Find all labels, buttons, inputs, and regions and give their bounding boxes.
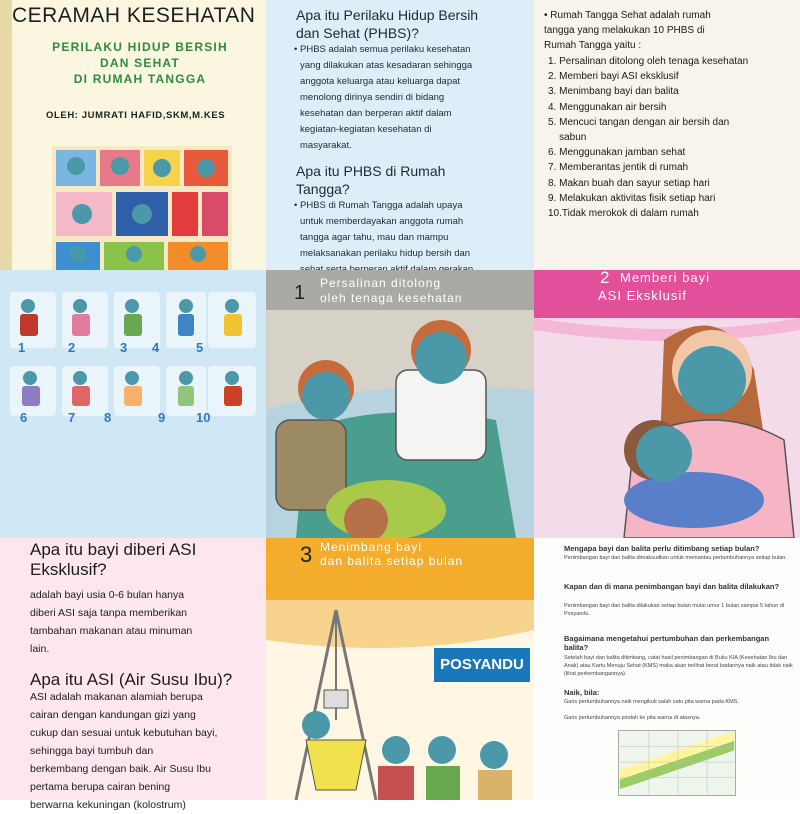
indicator-number: 7 xyxy=(68,410,76,425)
faq-bullet: Garis pertumbuhannya naik mengikuti salah satu pita warna pada KMS. xyxy=(564,699,739,705)
ten-phbs-illustration-panel xyxy=(0,270,266,538)
faq-bullet: Garis pertumbuhannya pindah ke pita warna di atasnya. xyxy=(564,715,701,721)
persalinan-panel xyxy=(266,270,534,538)
list-item: 1. Persalinan ditolong oleh tenaga kesehatan xyxy=(548,56,749,67)
list-item: 3. Menimbang bayi dan balita xyxy=(548,86,679,98)
asi-number: 2 xyxy=(600,268,610,287)
ten-phbs-list-panel xyxy=(534,0,800,270)
list-item: 10.Tidak merokok di dalam rumah xyxy=(548,208,699,220)
answer-asi-eksklusif: adalah bayi usia 0-6 bulan hanya diberi ASI saja tanpa memberikan tambahan makanan atau minuman lain. xyxy=(30,589,193,655)
ten-phbs-illustrations xyxy=(0,270,266,538)
cover-author: OLEH: JUMRATI HAFID,SKM,M.KES xyxy=(46,110,226,121)
list-item: 5. Mencuci tangan dengan air bersih dan xyxy=(548,116,730,128)
indicator-number: 2 xyxy=(68,340,76,355)
list-item: sabun xyxy=(548,132,587,144)
cover-subtitle-line-1: PERILAKU HIDUP BERSIH xyxy=(52,40,228,54)
persalinan-title: Persalinan ditolong oleh tenaga kesehatan xyxy=(320,276,463,305)
kms-growth-chart-thumbnail xyxy=(618,730,736,796)
list-intro: • Rumah Tangga Sehat adalah rumah tangga yang melakukan 10 PHBS di Rumah Tangga yaitu : xyxy=(544,10,711,51)
cover-illustration-collage xyxy=(52,146,232,270)
cover-title: CERAMAH KESEHATAN xyxy=(12,4,256,27)
question-asi: Apa itu ASI (Air Susu Ibu)? xyxy=(30,670,233,689)
indicator-number: 3 xyxy=(120,340,128,355)
faq-question: Naik, bila: xyxy=(564,688,600,697)
faq-answer: Setelah bayi dan balita ditimbang, catat hasil penimbangan di Buku KIA (Kesehatan Ibu dan Anak) atau Kartu Menuju Sehat (KMS) maka akan terlihat berat badannya naik atau tidak naik (lihat perkembangannya). xyxy=(564,655,793,677)
list-item: 8. Makan buah dan sayur setiap hari xyxy=(548,177,710,189)
indicator-number: 10 xyxy=(196,410,211,425)
list-item: 9. Melakukan aktivitas fisik setiap hari xyxy=(548,192,716,204)
phbs-indicator-list xyxy=(548,54,796,221)
answer-phbs-rumah-tangga: • PHBS di Rumah Tangga adalah upaya untuk memberdayakan anggota rumah tangga agar tahu, mau dan mampu melaksanakan perilaku hidup bersih dan xyxy=(294,200,471,259)
cover-panel xyxy=(0,0,266,270)
list-item: 6. Menggunakan jamban sehat xyxy=(548,147,686,159)
list-item: 4. Menggunakan air bersih xyxy=(548,101,667,113)
menimbang-panel xyxy=(266,538,534,800)
asi-title-line-1: Memberi bayi xyxy=(620,270,711,285)
indicator-number: 4 xyxy=(152,340,160,355)
question-asi-eksklusif: Apa itu bayi diberi ASI Eksklusif? xyxy=(30,540,197,579)
list-item: 2. Memberi bayi ASI eksklusif xyxy=(548,71,679,83)
asi-definition-panel xyxy=(0,538,266,811)
cover-subtitle-line-3: DI RUMAH TANGGA xyxy=(73,72,207,86)
indicator-number: 9 xyxy=(158,410,166,425)
question-phbs-rumah-tangga: Apa itu PHBS di Rumah Tangga? xyxy=(296,163,446,197)
menimbang-illustration xyxy=(266,600,534,800)
indicator-number: 1 xyxy=(18,340,26,355)
answer-phbs: • PHBS adalah semua perilaku kesehatan yang dilakukan atas kesadaran sehingga anggota keluarga atau keluarga dapat menolong dirinya sendiri di bidang kesehatan dan berperan aktif dalam kegiatan-kegiatan kesehatan di masyarakat. xyxy=(294,44,473,151)
indicator-number: 6 xyxy=(20,410,28,425)
menimbang-title-line-2: dan balita setiap bulan xyxy=(320,554,464,568)
book-edge xyxy=(0,0,12,270)
faq-answer: Penimbangan bayi dan balita dimaksudkan untuk memantau pertumbuhannya setiap bulan. xyxy=(564,555,787,561)
phbs-definition-panel xyxy=(266,0,534,270)
faq-question: Mengapa bayi dan balita perlu ditimbang setiap bulan? xyxy=(564,544,760,553)
answer-asi: ASI adalah makanan alamiah berupa cairan dengan kandungan gizi yang cukup dan sesuai untuk kebutuhan bayi, sehingga bayi tumbuh dan berkembang dengan baik. Air Susu Ibu pertama berupa cairan bening berwarna kekuningan (kolostrum) xyxy=(30,691,218,811)
asi-eksklusif-illustration xyxy=(534,270,800,538)
indicator-number: 5 xyxy=(196,340,204,355)
persalinan-illustration xyxy=(266,310,534,538)
menimbang-title-line-1: Menimbang bayi xyxy=(320,540,423,554)
indicator-number: 8 xyxy=(104,410,112,425)
asi-eksklusif-panel xyxy=(534,270,800,538)
penimbangan-faq-panel xyxy=(534,538,800,800)
persalinan-number: 1 xyxy=(294,282,306,304)
faq-question: Kapan dan di mana penimbangan bayi dan balita dilakukan? xyxy=(564,582,780,591)
cover-subtitle-line-2: DAN SEHAT xyxy=(100,56,180,70)
menimbang-number: 3 xyxy=(300,542,313,567)
faq-question: Bagaimana mengetahui pertumbuhan dan perkembangan balita? xyxy=(564,634,770,652)
posyandu-sign: POSYANDU xyxy=(434,648,530,682)
question-phbs: Apa itu Perilaku Hidup Bersih dan Sehat (PHBS)? xyxy=(296,7,479,41)
asi-title-line-2: ASI Eksklusif xyxy=(598,288,687,303)
faq-answer: Penimbangan bayi dan balita dilakukan setiap bulan mulai umur 1 bulan sampai 5 tahun di Posyandu. xyxy=(564,603,785,617)
list-item: 7. Memberantas jentik di rumah xyxy=(548,162,689,174)
